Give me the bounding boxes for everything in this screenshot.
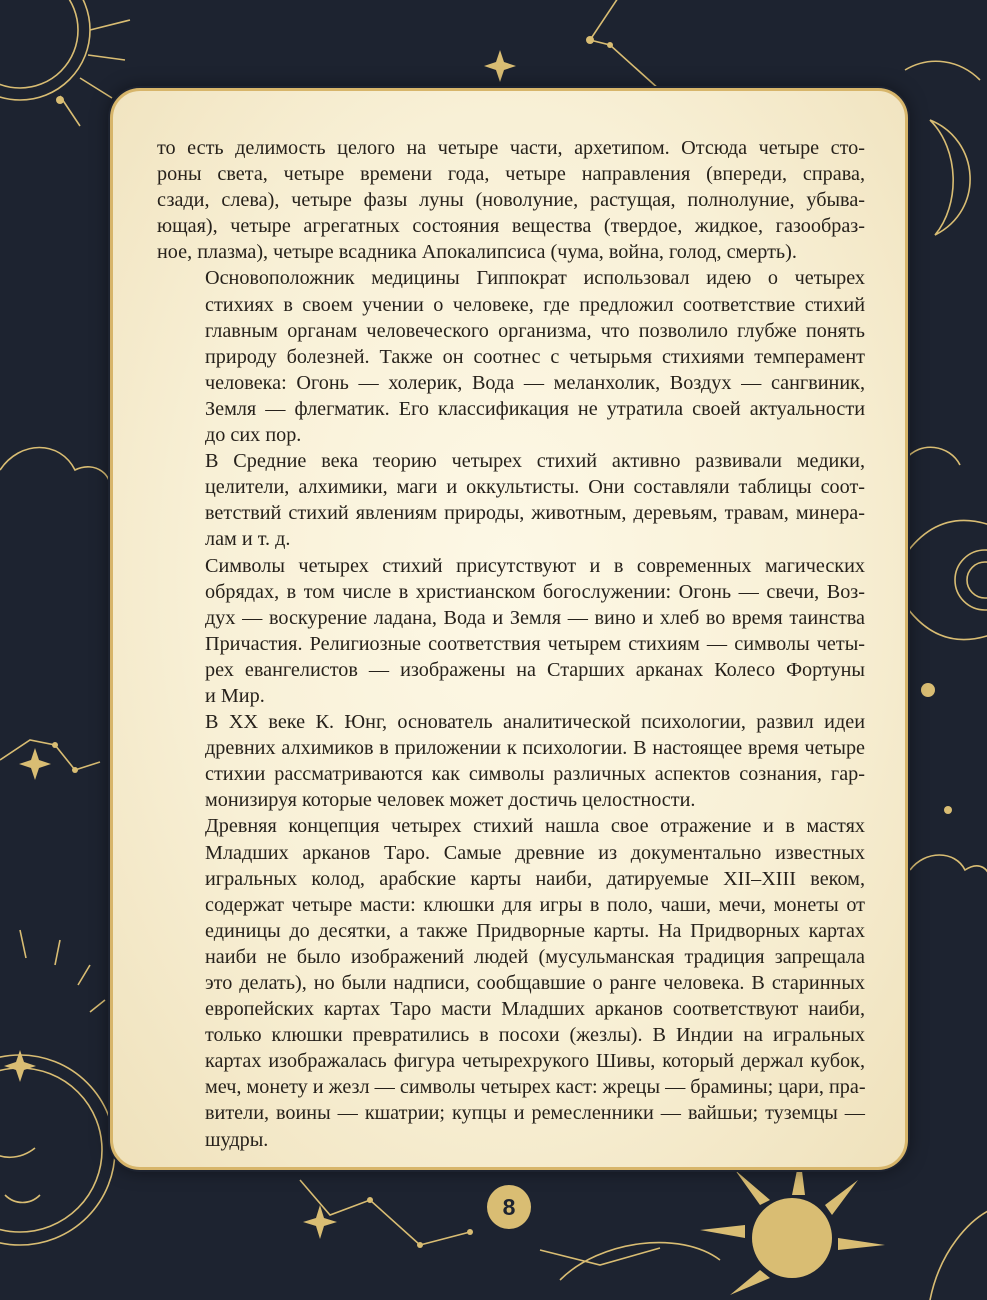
text-line: дух — воскурение ладана, Вода и Земля — вино и хлеб во время таинства xyxy=(205,606,865,629)
text-line: меч, монету и жезл — символы четырех каст: жрецы — брамины; цари, пра- xyxy=(205,1076,866,1099)
text-line: ющая), четыре агрегатных состояния вещества (твердое, жидкое, газообраз- xyxy=(157,215,865,238)
text-line: Основоположник медицины Гиппократ использовал идею о четырех xyxy=(205,267,865,290)
text-line: природу болезней. Также он соотнес с четырьмя стихиями темперамент xyxy=(205,345,865,368)
text-line: содержат четыре масти: клюшки для игры в поло, чаши, мечи, монеты от xyxy=(205,893,865,916)
paragraph xyxy=(157,709,865,813)
text-line: стихии рассматриваются как символы различных аспектов сознания, гар- xyxy=(205,763,865,786)
sun-icon xyxy=(700,1155,885,1295)
text-panel xyxy=(110,88,908,1170)
text-line: Древняя концепция четырех стихий нашла свое отражение и в мастях xyxy=(205,815,865,838)
sun-face-icon xyxy=(0,930,115,1245)
text-line: Причастия. Религиозные соответствия четырем стихиям — символы четы- xyxy=(205,632,865,655)
text-line: Земля — флегматик. Его классификация не утратила своей актуальности xyxy=(205,397,865,420)
text-line: рех евангелистов — изображены на Старших арканах Колесо Фортуны xyxy=(205,658,865,681)
paragraph xyxy=(157,813,865,1152)
text-line: Символы четырех стихий присутствуют и в современных магических xyxy=(205,554,865,577)
text-line: это делать), но были надписи, сообщавшие о ранге человека. В старинных xyxy=(205,972,865,994)
body-text xyxy=(157,135,865,1153)
text-line: единицы до десятки, а также Придворные карты. На Придворных картах xyxy=(205,919,865,942)
text-line: древних алхимиков в приложении к психологии. В настоящее время четыре xyxy=(205,737,865,760)
text-line: игральных колод, арабские карты наиби, датируемые XII–XIII веком, xyxy=(205,867,865,890)
text-line: то есть делимость целого на четыре части, архетипом. Отсюда четыре сто- xyxy=(157,137,865,159)
text-line: только клюшки превратились в посохи (жезлы). В Индии на игральных xyxy=(205,1024,865,1047)
text-line: до сих пор. xyxy=(205,424,302,447)
text-line: В XX веке К. Юнг, основатель аналитической психологии, развил идеи xyxy=(205,711,865,734)
text-line: сзади, слева), четыре фазы луны (новолуние, растущая, полнолуние, убыва- xyxy=(157,189,865,212)
paragraph xyxy=(157,265,865,448)
text-line: Младших арканов Таро. Самые древние из документально известных xyxy=(205,841,865,864)
text-line: главным органам человеческого организма, что позволило глубже понять xyxy=(205,319,865,342)
text-line: лам и т. д. xyxy=(205,528,291,551)
text-line: наиби не было изображений людей (мусульманская традиция запрещала xyxy=(205,945,865,968)
text-line: ное, плазма), четыре всадника Апокалипсиса (чума, война, голод, смерть). xyxy=(157,241,797,264)
text-line: обрядах, в том числе в христианском богослужении: Огонь — свечи, Воз- xyxy=(205,580,865,603)
text-line: роны света, четыре времени года, четыре направления (впереди, справа, xyxy=(157,163,865,186)
text-line: В Средние века теорию четырех стихий активно развивали медики, xyxy=(205,450,865,473)
sun-icon xyxy=(0,0,130,126)
text-line: целители, алхимики, маги и оккультисты. Они составляли таблицы соот- xyxy=(205,476,865,499)
page-number: 8 xyxy=(487,1185,531,1229)
moon-icon xyxy=(905,61,980,235)
paragraph xyxy=(157,135,865,265)
text-line: европейских картах Таро масти Младших арканов соответствуют наиби, xyxy=(205,998,865,1021)
eye-icon xyxy=(905,520,987,639)
text-line: картах изображалась фигура четырехрукого Шивы, который держал кубок, xyxy=(205,1050,865,1073)
text-line: стихиях в своем учении о человеке, где предложил соответствие стихий xyxy=(205,293,865,316)
text-line: монизируя которые человек может достичь целостности. xyxy=(205,789,696,812)
paragraph xyxy=(157,553,865,710)
text-line: шудры. xyxy=(205,1128,269,1151)
text-line: вители, воины — кшатрии; купцы и ремесленники — вайшьи; туземцы — xyxy=(205,1102,865,1125)
text-line: человека: Огонь — холерик, Вода — меланхолик, Воздух — сангвиник, xyxy=(205,371,865,394)
paragraph xyxy=(157,448,865,552)
text-line: и Мир. xyxy=(205,684,265,707)
text-line: ветствий стихий явлениям природы, животным, деревьям, травам, минера- xyxy=(205,502,865,525)
